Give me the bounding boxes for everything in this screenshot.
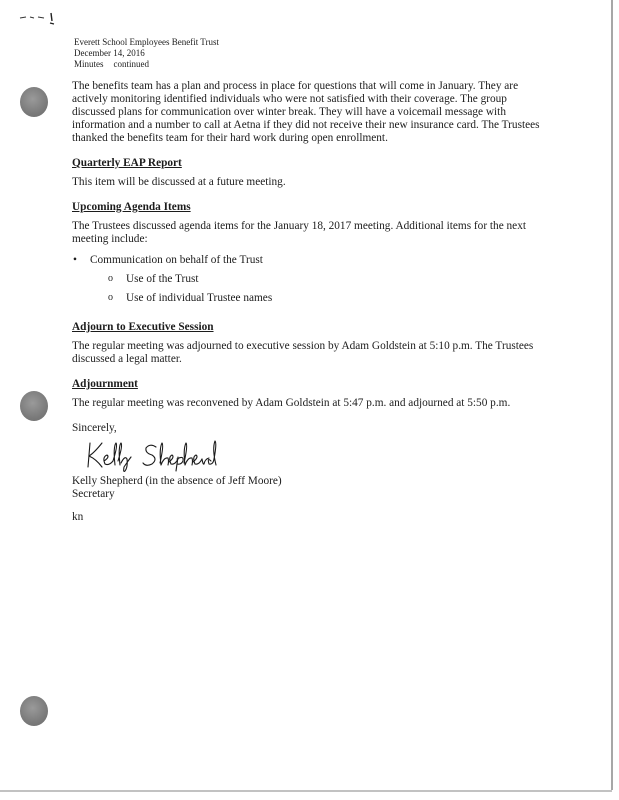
typist-initials: kn (72, 511, 84, 523)
header-continued: continued (113, 59, 150, 69)
signer-name: Kelly Shepherd (in the absence of Jeff Moore) (72, 475, 282, 487)
agenda-body: The Trustees discussed agenda items for the January 18, 2017 meeting. Additional items for the next meeting include: (72, 220, 526, 245)
eap-body: This item will be discussed at a future meeting. (72, 176, 286, 188)
adjournment-body: The regular meeting was reconvened by Adam Goldstein at 5:47 p.m. and adjourned at 5:50 p.m. (72, 397, 511, 409)
executive-heading: Adjourn to Executive Session (72, 321, 214, 333)
agenda-bullet (72, 254, 542, 305)
signature-area (72, 435, 542, 475)
handwritten-signature (80, 437, 230, 473)
agenda-sub-list (90, 273, 542, 305)
executive-body: The regular meeting was adjourned to executive session by Adam Goldstein at 5:10 p.m. The Trustees discussed a legal matter. (72, 340, 534, 365)
signer-title: Secretary (72, 488, 115, 500)
agenda-sub-item: o Use of the Trust (90, 273, 542, 286)
scan-edge-right (611, 0, 613, 790)
header-org: Everett School Employees Benefit Trust (74, 37, 219, 47)
document-body (72, 80, 542, 524)
agenda-list (72, 254, 542, 305)
punch-hole-bottom (20, 696, 48, 726)
adjournment-heading: Adjournment (72, 378, 138, 390)
agenda-bullet-text: Communication on behalf of the Trust (90, 254, 263, 266)
punch-hole-middle (20, 391, 48, 421)
agenda-sub-item: o Use of individual Trustee names (90, 292, 542, 305)
corner-scribble (18, 10, 58, 28)
header-minutes: Minutes (74, 59, 104, 69)
eap-heading: Quarterly EAP Report (72, 157, 182, 169)
header-date: December 14, 2016 (74, 48, 145, 58)
intro-paragraph: The benefits team has a plan and process in place for questions that will come in January. They are actively monitoring identified individuals who were not satisfied with their coverage. The group discussed plans for communication over winter break. They will have a voicemail message with information and a number to call at Aetna if they did not receive their new insurance card. The Trustees thanked the benefits team for their hard work during open enrollment. (72, 80, 540, 144)
punch-hole-top (20, 87, 48, 117)
salutation: Sincerely, (72, 422, 117, 434)
scan-edge-bottom (0, 790, 612, 792)
page-header (74, 37, 219, 70)
agenda-heading: Upcoming Agenda Items (72, 201, 191, 213)
header-minutes-line (74, 59, 219, 70)
